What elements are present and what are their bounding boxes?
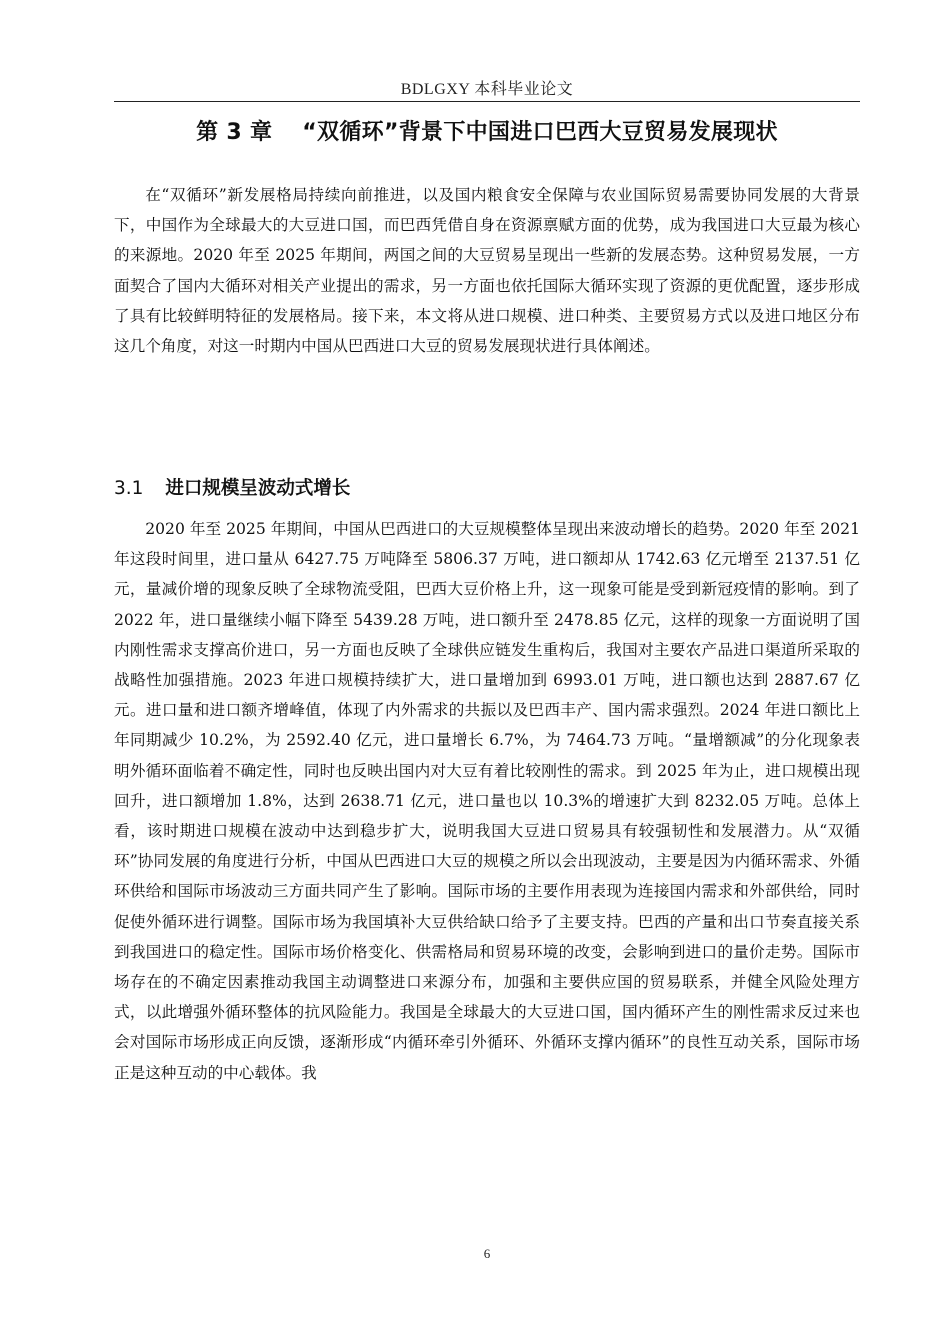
header-rule (114, 101, 860, 102)
chapter-title (114, 115, 860, 146)
section-title: 进口规模呈波动式增长 (165, 478, 351, 499)
running-header: BDLGXY 本科毕业论文 (400, 81, 574, 98)
chapter-number: 第 3 章 (196, 120, 273, 145)
page-number: 6 (483, 1246, 491, 1261)
intro-paragraph: 在“双循环”新发展格局持续向前推进，以及国内粮食安全保障与农业国际贸易需要协同发展的大背景下，中国作为全球最大的大豆进口国，而巴西凭借自身在资源禀赋方面的优势，成为我国进口大豆最为核心的来源地。2020 年至 2025 年期间，两国之间的大豆贸易呈现出一些新的发展态势。这种贸易发展，一方面契合了国内大循环对相关产业提出的需求，另一方面也依托国际大循环实现了资源的更优配置，逐步形成了具有比较鲜明特征的发展格局。接下来，本文将从进口规模、进口种类、主要贸易方式以及进口地区分布这几个角度，对这一时期内中国从巴西进口大豆的贸易发展现状进行具体阐述。 (114, 186, 860, 356)
section-number: 3.1 (114, 478, 144, 499)
chapter-title-text: “双循环”背景下中国进口巴西大豆贸易发展现状 (302, 120, 778, 145)
section-paragraph: 2020 年至 2025 年期间，中国从巴西进口的大豆规模整体呈现出来波动增长的趋势。2020 年至 2021 年这段时间里，进口量从 6427.75 万吨降至 5806.37 万吨，进口额却从 1742.63 亿元增至 2137.51 亿元，量减价增的现象反映了全球物流受阻，巴西大豆价格上升，这一现象可能是受到新冠疫情的影响。到了 2022 年，进口量继续小幅下降至 5439.28 万吨，进口额升至 2478.85 亿元，这样的现象一方面说明了国内刚性需求支撑高价进口，另一方面也反映了全球供应链发生重构后，我国对主要农产品进口渠道所采取的战略性加强措施。2023 年进口规模持续扩大，进口量增加到 6993.01 万吨，进口额也达到 2887.67 亿元。进口量和进口额齐增峰值，体现了内外需求的共振以及巴西丰产、国内需求强烈。2024 年进口额比上年同期减少 10.2%，为 2592.40 亿元，进口量增长 6.7%，为 7464.73 万吨。“量增额减”的分化现象表明外循环面临着不确定性，同时也反映出国内对大豆有着比较刚性的需求。到 2025 年为止，进口规模出现回升，进口额增加 1.8%，达到 2638.71 亿元，进口量也以 10.3%的增速扩大到 8232.05 万吨。总体上看，该时期进口规模在波动中达到稳步扩大，说明我国大豆进口贸易具有较强韧性和发展潜力。从“双循环”协同发展的角度进行分析，中国从巴西进口大豆的规模之所以会出现波动，主要是因为内循环需求、外循环供给和国际市场波动三方面共同产生了影响。国际市场的主要作用表现为连接国内需求和外部供给，同时促使外循环进行调整。国际市场为我国填补大豆供给缺口给予了主要支持。巴西的产量和出口节奏直接关系到我国进口的稳定性。国际市场价格变化、供需格局和贸易环境的改变，会影响到进口的量价走势。国际市场存在的不确定因素推动我国主动调整进口来源分布，加强和主要供应国的贸易联系，并健全风险处理方式，以此增强外循环整体的抗风险能力。我国是全球最大的大豆进口国，国内循环产生的刚性需求反过来也会对国际市场形成正向反馈，逐渐形成“内循环牵引外循环、外循环支撑内循环”的良性互动关系，国际市场正是这种互动的中心载体。我 (114, 520, 860, 1082)
section-heading (114, 474, 350, 500)
